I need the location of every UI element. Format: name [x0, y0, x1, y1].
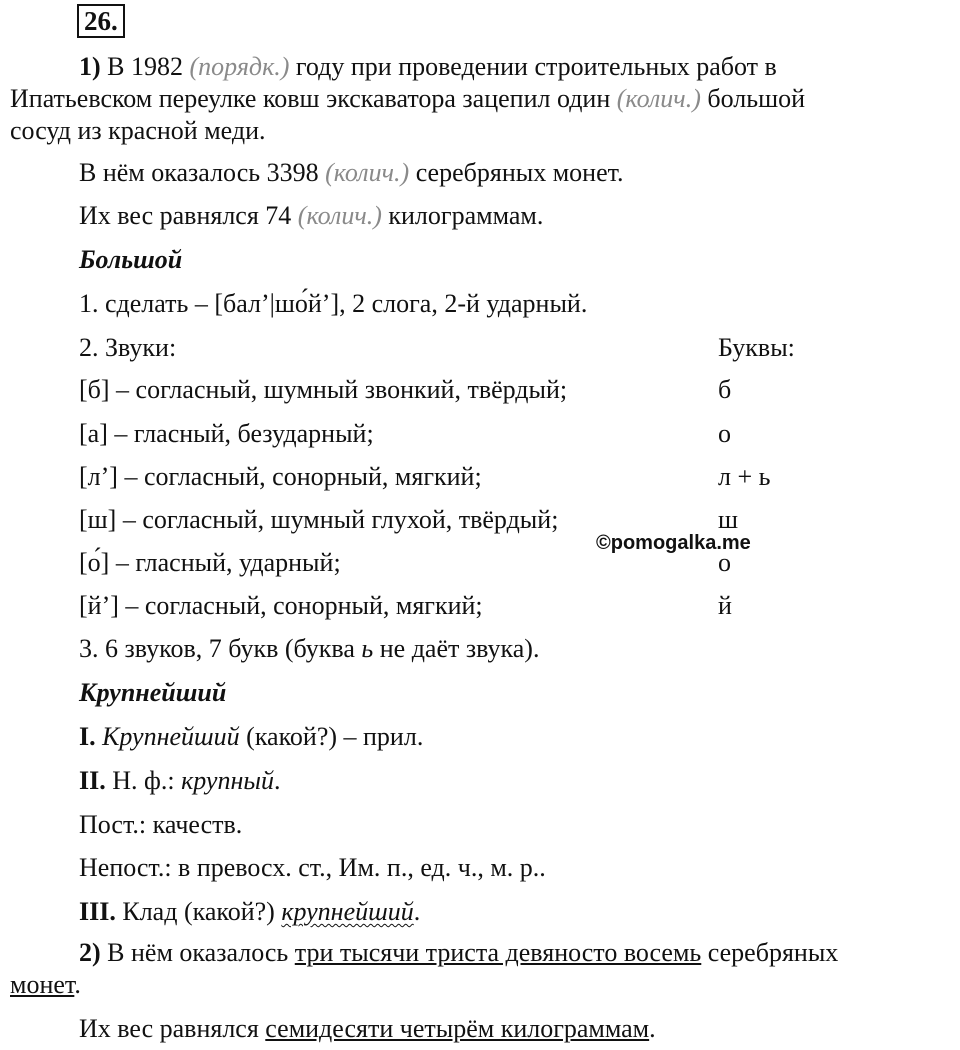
letter-cell: о: [718, 419, 731, 448]
part1-line2: [10, 84, 805, 114]
text: Ипатьевском переулке ковш экскаватора зацепил один: [10, 84, 617, 113]
section-number: I.: [79, 722, 96, 751]
text: .: [74, 970, 81, 999]
part1-sentence3: [79, 201, 543, 231]
sound-row: [л’] – согласный, сонорный, мягкий;: [79, 462, 482, 491]
text: большой: [700, 84, 806, 113]
watermark: ©pomogalka.me: [596, 532, 751, 554]
word1-item3: [79, 634, 539, 664]
part1-label: 1): [79, 52, 101, 81]
part1-line1: [79, 52, 777, 82]
part2-line2: [10, 970, 81, 1000]
morph-line-3: Пост.: качеств.: [79, 810, 243, 839]
letter-cell: о: [718, 548, 731, 577]
task-number: 26.: [77, 4, 125, 38]
text: серебряных: [701, 938, 839, 967]
word: крупный: [181, 766, 274, 795]
word2-heading: Крупнейший: [79, 678, 227, 707]
sound-row: [б] – согласный, шумный звонкий, твёрдый;: [79, 375, 568, 404]
part1-sentence2: [79, 158, 624, 188]
text: В нём оказалось 3398: [79, 158, 326, 187]
sound-row: [а] – гласный, безударный;: [79, 419, 374, 448]
text: Клад (какой?): [115, 897, 282, 926]
text: 3. 6 звуков, 7 букв (буква: [79, 634, 362, 663]
text: году при проведении строительных работ в: [289, 52, 777, 81]
grammar-note: (колич.): [297, 201, 382, 230]
word: Крупнейший: [102, 722, 240, 751]
morph-line-5: [79, 897, 420, 927]
morph-line-1: [79, 722, 423, 752]
part2-label: 2): [79, 938, 101, 967]
grammar-note: (колич.): [325, 158, 410, 187]
part2-line1: [79, 938, 838, 968]
letters-label: Буквы:: [718, 333, 795, 362]
sound-row: [ш] – согласный, шумный глухой, твёрдый;: [79, 505, 559, 534]
letter-cell: б: [718, 375, 732, 404]
word1-item1: 1. сделать – [бал’|шо́й’], 2 слога, 2-й ударный.: [79, 289, 588, 318]
text: серебряных монет.: [409, 158, 624, 187]
soft-sign: ь: [361, 634, 374, 663]
sound-row: [о́] – гласный, ударный;: [79, 548, 341, 577]
text: не даёт звука).: [373, 634, 540, 663]
morph-line-2: [79, 766, 280, 796]
grammar-note: (порядк.): [189, 52, 290, 81]
text: Н. ф.:: [105, 766, 182, 795]
text: .: [273, 766, 281, 795]
text: .: [413, 897, 421, 926]
grammar-note: (колич.): [616, 84, 701, 113]
numeral-underlined: три тысячи триста девяносто восемь: [294, 938, 702, 967]
sounds-label: 2. Звуки:: [79, 333, 177, 362]
text: Их вес равнялся 74: [79, 201, 298, 230]
morph-line-4: Непост.: в превосх. ст., Им. п., ед. ч., м. р..: [79, 853, 546, 882]
text: В 1982: [100, 52, 190, 81]
section-number: III.: [79, 897, 116, 926]
letter-cell: ш: [718, 505, 739, 534]
sound-row: [й’] – согласный, сонорный, мягкий;: [79, 591, 483, 620]
part2-line3: [79, 1014, 656, 1044]
text: килограммам.: [381, 201, 544, 230]
letter-cell: л + ь: [718, 462, 771, 491]
text: Их вес равнялся: [79, 1014, 266, 1043]
part1-line3: сосуд из красной меди.: [10, 116, 266, 145]
text: .: [649, 1014, 656, 1043]
text: (какой?) – прил.: [239, 722, 424, 751]
text: В нём оказалось: [100, 938, 295, 967]
letter-cell: й: [718, 591, 732, 620]
numeral-underlined: семидесяти четырём килограммам: [265, 1014, 650, 1043]
word1-heading: Большой: [79, 245, 183, 274]
section-number: II.: [79, 766, 106, 795]
underlined-word: монет: [10, 970, 75, 999]
word: крупнейший: [281, 897, 414, 926]
